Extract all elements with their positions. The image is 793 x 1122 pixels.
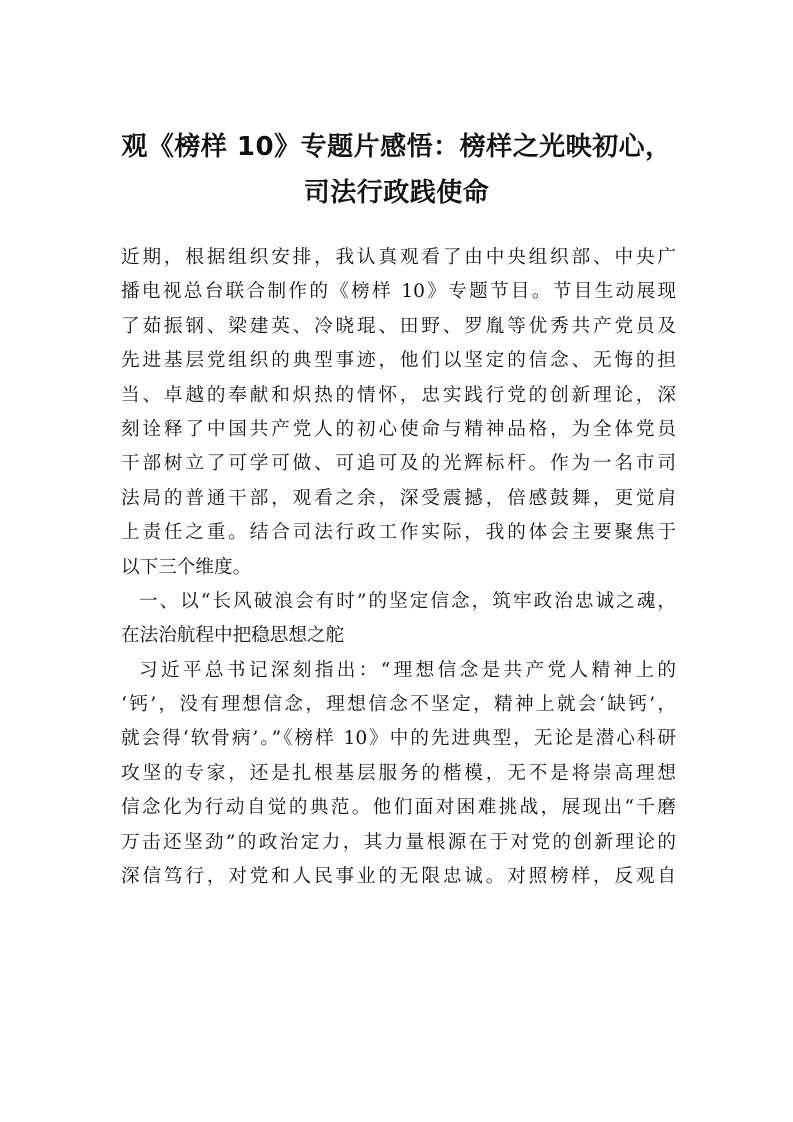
- section-heading-1: [121, 585, 676, 654]
- text-line: 干部树立了可学可做、可追可及的光辉标杆。作为一名市司: [121, 453, 676, 475]
- text-line: 上责任之重。结合司法行政工作实际，我的体会主要聚焦于: [121, 522, 676, 544]
- text-line: 以下三个维度。: [121, 556, 252, 578]
- text-line: 万击还坚劲”的政治定力，其力量根源在于对党的创新理论的: [121, 831, 676, 853]
- text-line: 先进基层党组织的典型事迹，他们以坚定的信念、无悔的担: [121, 350, 676, 372]
- paragraph-section-1: [121, 654, 676, 895]
- text-line: ‘钙’，没有理想信念，理想信念不坚定，精神上就会‘缺钙’，: [121, 694, 676, 716]
- text-line: 当、卓越的奉献和炽热的情怀，忠实践行党的创新理论，深: [121, 384, 676, 406]
- document-body: [121, 241, 676, 894]
- text-line: 近期，根据组织安排，我认真观看了由中央组织部、中央广: [121, 247, 676, 268]
- text-line: 播电视总台联合制作的《榜样 10》专题节目。节目生动展现: [121, 281, 676, 303]
- text-line: 就会得‘软骨病’。”《榜样 10》中的先进典型，无论是潜心科研: [121, 728, 676, 750]
- text-line: 刻诠释了中国共产党人的初心使命与精神品格，为全体党员: [121, 418, 676, 440]
- document-title-line-1: 观《榜样 10》专题片感悟：榜样之光映初心，: [121, 132, 672, 162]
- text-line: 习近平总书记深刻指出：“理想信念是共产党人精神上的: [139, 659, 676, 681]
- text-line: 法局的普通干部，观看之余，深受震撼，倍感鼓舞，更觉肩: [121, 487, 676, 509]
- heading-line: 在法治航程中把稳思想之舵: [121, 625, 345, 647]
- text-line: 了茹振钢、梁建英、冷晓琨、田野、罗胤等优秀共产党员及: [121, 315, 676, 337]
- text-line: 信念化为行动自觉的典范。他们面对困难挑战，展现出“千磨: [121, 797, 676, 819]
- text-line: 攻坚的专家，还是扎根基层服务的楷模，无不是将崇高理想: [121, 762, 676, 784]
- text-line: 深信笃行，对党和人民事业的无限忠诚。对照榜样，反观自: [121, 866, 676, 888]
- paragraph-intro: [121, 241, 676, 585]
- heading-line: 一、以“长风破浪会有时”的坚定信念，筑牢政治忠诚之魂，: [139, 590, 676, 612]
- document-title-line-2: 司法行政践使命: [303, 178, 490, 208]
